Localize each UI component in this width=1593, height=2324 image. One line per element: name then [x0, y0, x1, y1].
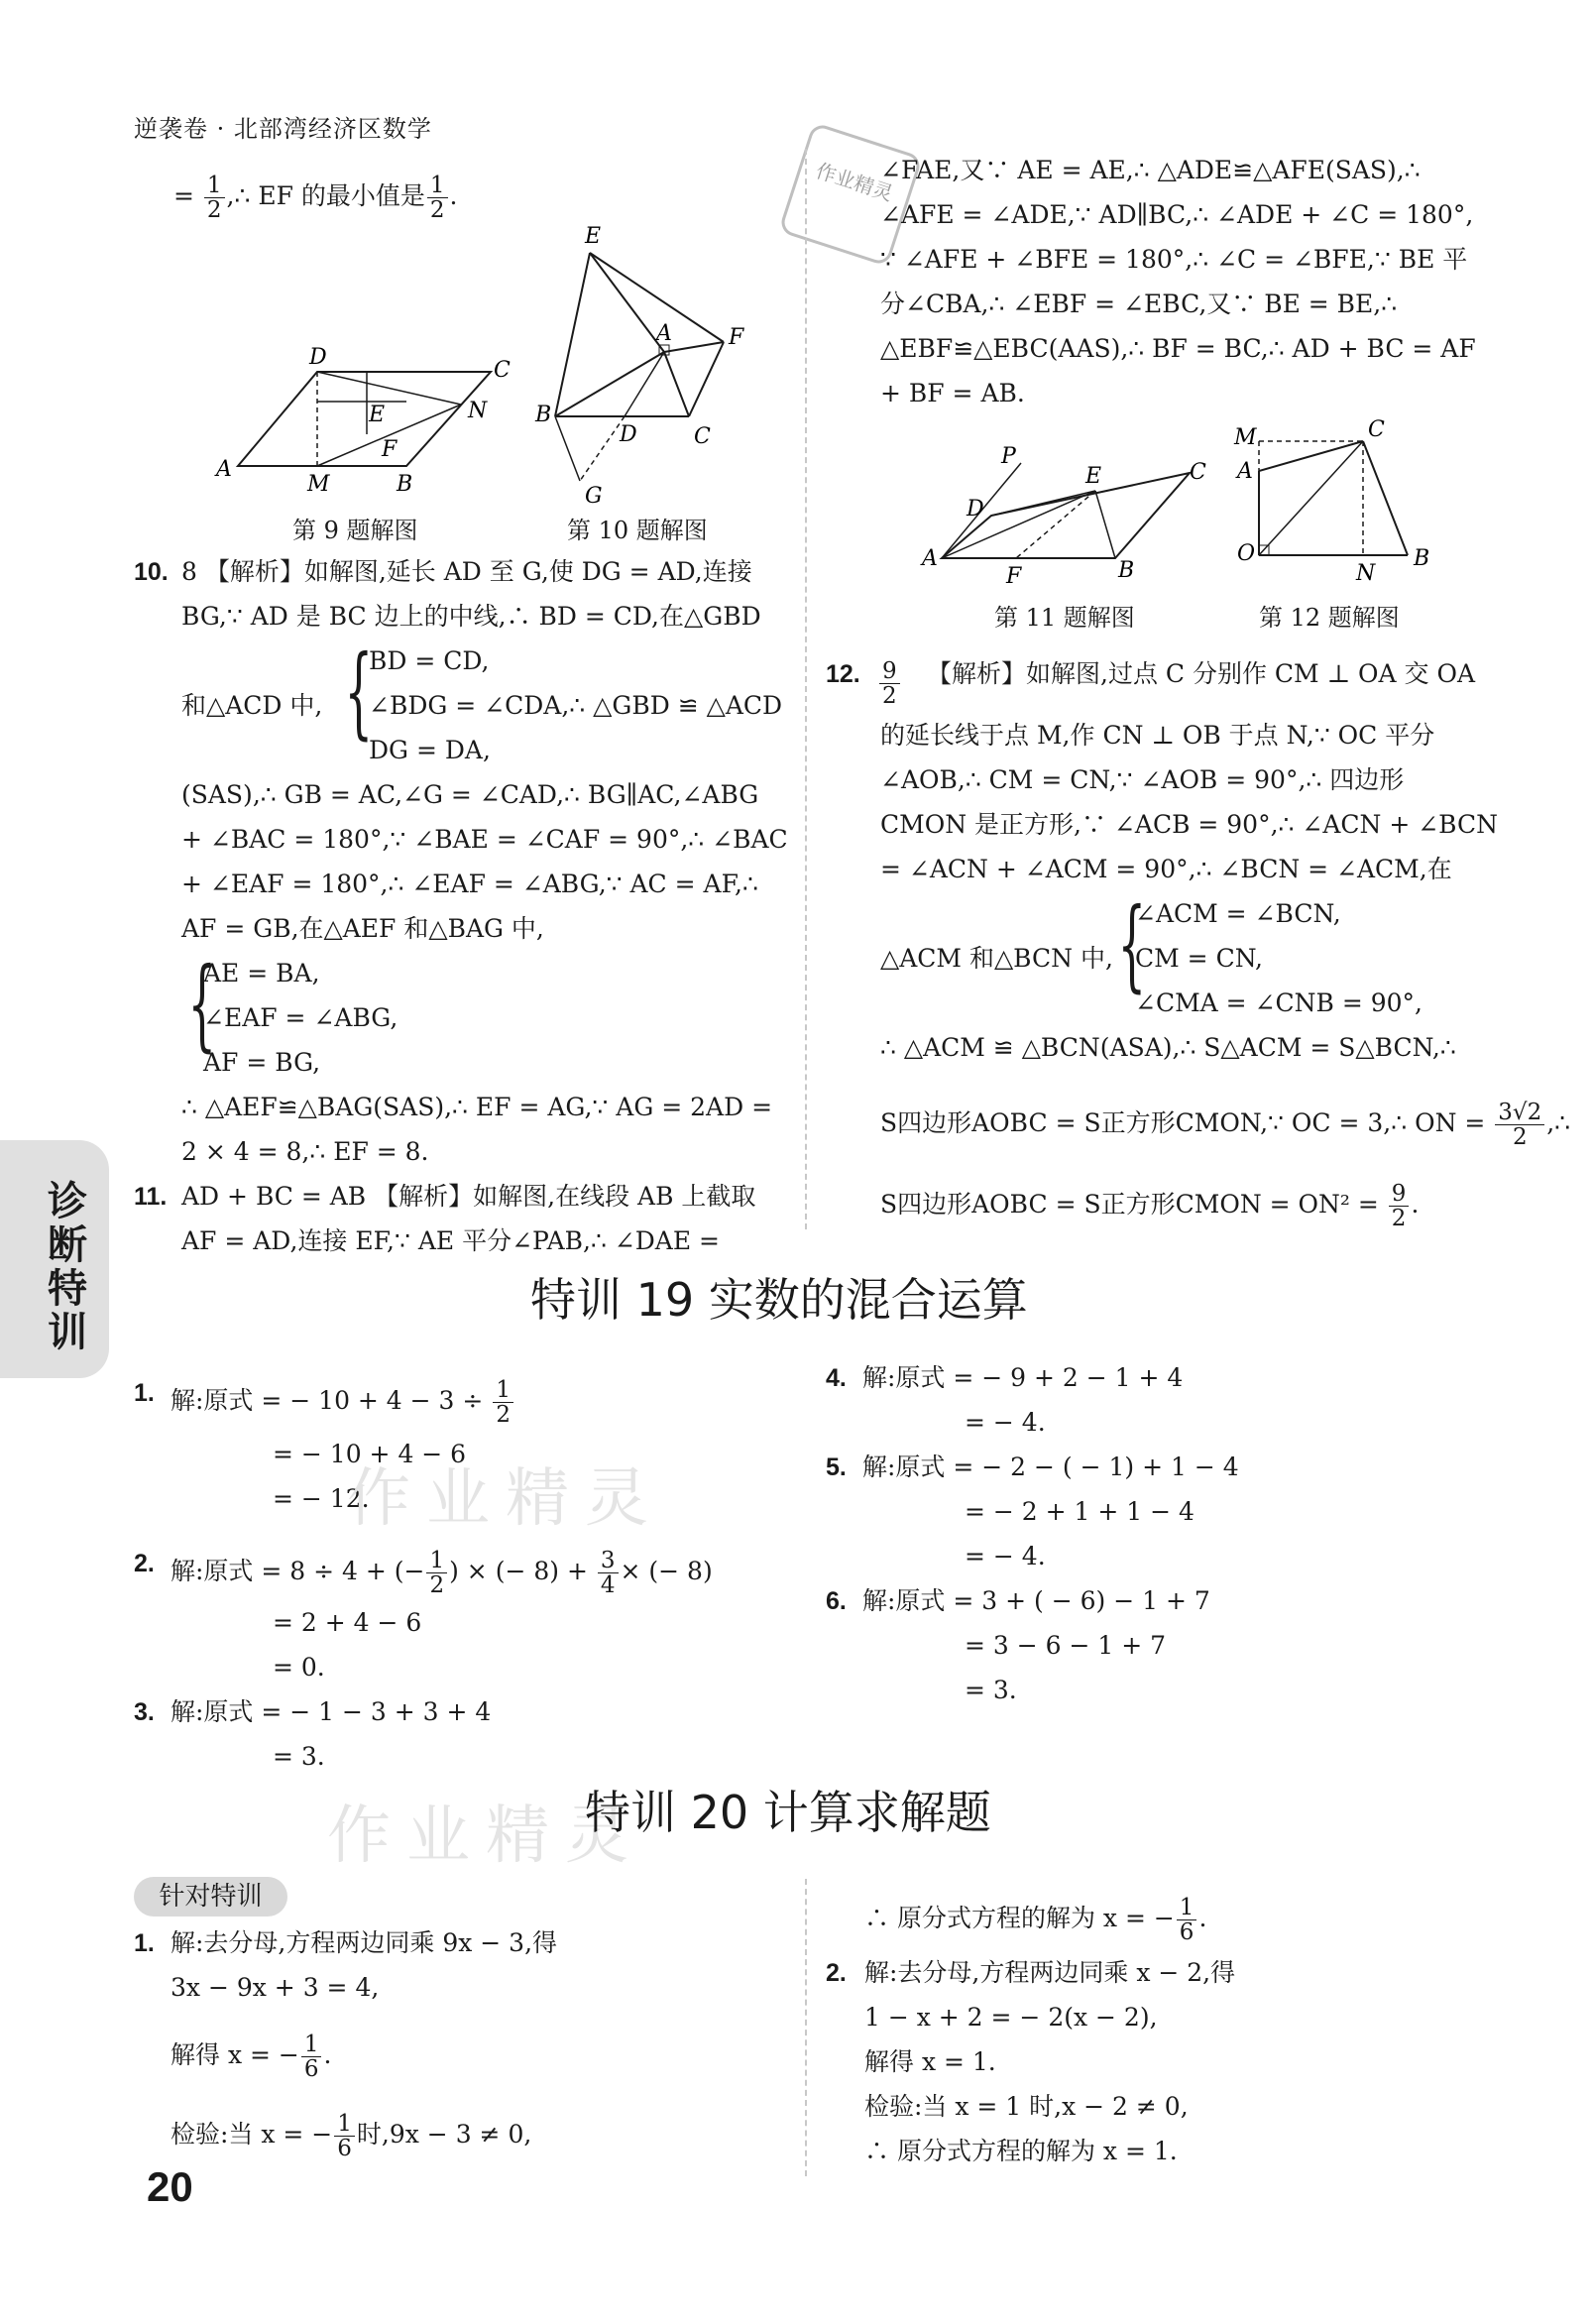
- label: A: [1237, 459, 1253, 484]
- text: ,∴ EF 的最小值是: [226, 181, 425, 210]
- label: A: [656, 321, 672, 346]
- q10-brace-prefix: 和△ACD 中,: [181, 691, 323, 720]
- numerator: 1: [1177, 1896, 1197, 1920]
- label: M: [307, 472, 330, 497]
- s19-p3-line-1: 解:原式 = − 1 − 3 + 3 + 4: [171, 1697, 492, 1726]
- figure-10-diagram: [525, 223, 763, 511]
- label: F: [382, 437, 398, 462]
- q12-line-2: 的延长线于点 M,作 CN ⊥ OB 于点 N,∵ OC 平分: [880, 721, 1435, 750]
- numerator: 3: [598, 1549, 619, 1573]
- text: .: [1411, 1190, 1420, 1219]
- text: =: [173, 181, 194, 210]
- denominator: 2: [496, 1402, 511, 1428]
- fraction: [334, 2112, 355, 2160]
- q12-brace-prefix: △ACM 和△BCN 中,: [880, 944, 1113, 973]
- s19-p4-line-1: 解:原式 = − 9 + 2 − 1 + 4: [862, 1363, 1184, 1392]
- q10-brace2-line-3: AF = BG,: [203, 1048, 321, 1077]
- text: × (− 8): [620, 1557, 713, 1585]
- q12-brace-line-2: CM = CN,: [1135, 944, 1263, 973]
- q10-line-7: AF = GB,在△AEF 和△BAG 中,: [181, 914, 544, 943]
- q12-line-5: = ∠ACN + ∠ACM = 90°,∴ ∠BCN = ∠ACM,在: [880, 855, 1452, 883]
- s19-p5-line-2: = − 2 + 1 + 1 − 4: [965, 1497, 1195, 1526]
- text: 时,9x − 3 ≠ 0,: [356, 2120, 532, 2149]
- question-number: 11.: [134, 1183, 168, 1211]
- figure-9-caption: 第 9 题解图: [292, 517, 418, 544]
- label: M: [1234, 425, 1257, 450]
- text: 解:原式 = − 10 + 4 − 3 ÷: [171, 1386, 484, 1415]
- label: C: [1368, 417, 1385, 442]
- problem-number: 3.: [134, 1698, 155, 1726]
- denominator: 2: [882, 683, 897, 709]
- q12-answer: [877, 659, 902, 708]
- question-number: 12.: [826, 660, 860, 688]
- section-20-title: 特训 20 计算求解题: [585, 1786, 991, 1839]
- running-header: 逆袭卷 · 北部湾经济区数学: [134, 115, 432, 143]
- q10-line-1: 8 【解析】如解图,延长 AD 至 G,使 DG = AD,连接: [181, 557, 752, 586]
- figure-10-caption: 第 10 题解图: [567, 517, 708, 544]
- column-divider: [805, 1879, 807, 2176]
- label: B: [397, 472, 413, 497]
- denominator: 4: [600, 1572, 616, 1598]
- q11-cont-line-4: 分∠CBA,∴ ∠EBF = ∠EBC,又∵ BE = BE,∴: [880, 290, 1398, 318]
- s19-p6-line-1: 解:原式 = 3 + ( − 6) − 1 + 7: [862, 1586, 1210, 1615]
- label: N: [468, 399, 488, 423]
- numerator: 1: [301, 2033, 322, 2057]
- stamp-text: 作业精灵: [813, 158, 896, 206]
- label: C: [494, 358, 511, 383]
- s20-p2-line-4: 检验:当 x = 1 时,x − 2 ≠ 0,: [864, 2092, 1189, 2121]
- watermark: 作业精灵: [347, 1462, 664, 1536]
- numerator: 1: [427, 174, 448, 198]
- text: 解:原式 = 8 ÷ 4 + (−: [171, 1557, 425, 1585]
- label: F: [1006, 564, 1022, 589]
- q12-line-1: 【解析】如解图,过点 C 分别作 CM ⊥ OA 交 OA: [927, 659, 1476, 688]
- q12-line-4: CMON 是正方形,∵ ∠ACB = 90°,∴ ∠ACN + ∠BCN: [880, 810, 1499, 839]
- problem-number: 2.: [134, 1550, 155, 1577]
- q10-line-6: + ∠EAF = 180°,∴ ∠EAF = ∠ABG,∵ AC = AF,∴: [181, 870, 758, 898]
- s19-p1-line-2: = − 10 + 4 − 6: [273, 1440, 467, 1468]
- label: A: [922, 546, 938, 571]
- fraction: [204, 174, 225, 222]
- q12-line-7: [880, 1101, 1570, 1149]
- denominator: 2: [1512, 1124, 1528, 1150]
- brace: {: [1117, 886, 1147, 1002]
- fraction: [1389, 1182, 1410, 1230]
- q12-line-3: ∠AOB,∴ CM = CN,∵ ∠AOB = 90°,∴ 四边形: [880, 765, 1405, 794]
- label: G: [585, 484, 603, 509]
- brace: {: [187, 946, 217, 1062]
- fraction: [1495, 1101, 1544, 1149]
- text: S四边形AOBC = S正方形CMON,∵ OC = 3,∴ ON =: [880, 1108, 1486, 1137]
- question-number: 10.: [134, 558, 169, 586]
- q10-brace2-line-2: ∠EAF = ∠ABG,: [203, 1003, 398, 1032]
- min-value-line: [173, 174, 457, 222]
- s19-p6-line-2: = 3 − 6 − 1 + 7: [965, 1631, 1167, 1660]
- watermark: 作业精灵: [327, 1800, 644, 1873]
- denominator: 2: [1391, 1206, 1407, 1231]
- s20-p1-line-4: [171, 2112, 531, 2160]
- s19-p5-line-1: 解:原式 = − 2 − ( − 1) + 1 − 4: [862, 1452, 1239, 1481]
- q10-brace-line-3: DG = DA,: [369, 736, 491, 764]
- denominator: 6: [303, 2056, 319, 2082]
- q10-line-4: (SAS),∴ GB = AC,∠G = ∠CAD,∴ BG∥AC,∠ABG: [181, 780, 759, 809]
- figure-11-caption: 第 11 题解图: [994, 604, 1135, 632]
- label: E: [1085, 464, 1102, 489]
- s19-p3-line-2: = 3.: [273, 1742, 325, 1771]
- q10-line-2: BG,∵ AD 是 BC 边上的中线,∴ BD = CD,在△GBD: [181, 602, 761, 631]
- numerator: 1: [334, 2112, 355, 2137]
- q12-line-8: [880, 1182, 1419, 1230]
- label: D: [620, 422, 637, 447]
- q11-line-2: AF = AD,连接 EF,∵ AE 平分∠PAB,∴ ∠DAE =: [181, 1226, 720, 1255]
- s19-p2-line-1: [171, 1549, 713, 1597]
- q11-cont-line-5: △EBF≌△EBC(AAS),∴ BF = BC,∴ AD + BC = AF: [880, 334, 1476, 363]
- s19-p1-line-3: = − 12.: [273, 1484, 370, 1513]
- s20-p2-line-3: 解得 x = 1.: [864, 2047, 996, 2076]
- q12-line-6: ∴ △ACM ≌ △BCN(ASA),∴ S△ACM = S△BCN,∴: [880, 1033, 1456, 1062]
- q12-brace-line-3: ∠CMA = ∠CNB = 90°,: [1135, 988, 1422, 1017]
- s20-p2-line-1: 解:去分母,方程两边同乘 x − 2,得: [864, 1958, 1236, 1987]
- text: S四边形AOBC = S正方形CMON = ON² =: [880, 1190, 1379, 1219]
- denominator: 2: [429, 197, 445, 223]
- q10-brace2-line-1: AE = BA,: [203, 959, 320, 988]
- section-tag: 针对特训: [134, 1877, 287, 1917]
- problem-number: 6.: [826, 1587, 847, 1615]
- label: B: [535, 403, 552, 427]
- s20-p1-line-1: 解:去分母,方程两边同乘 9x − 3,得: [171, 1928, 558, 1957]
- figure-9-diagram: [208, 342, 511, 511]
- q11-cont-line-2: ∠AFE = ∠ADE,∵ AD∥BC,∴ ∠ADE + ∠C = 180°,: [880, 200, 1474, 229]
- denominator: 2: [206, 197, 222, 223]
- fraction: [427, 174, 448, 222]
- q10-brace-line-1: BD = CD,: [369, 646, 490, 675]
- denominator: 6: [1179, 1919, 1195, 1945]
- problem-number: 1.: [134, 1379, 155, 1407]
- s20-p1-line-3: [171, 2033, 331, 2081]
- s19-p4-line-2: = − 4.: [965, 1408, 1046, 1437]
- figure-12-diagram: [1229, 416, 1437, 590]
- brace: {: [344, 634, 374, 750]
- text: 解得 x = −: [171, 2040, 299, 2069]
- s20-p1-conclusion: [864, 1896, 1206, 1944]
- fraction: [598, 1549, 619, 1597]
- figure-12-caption: 第 12 题解图: [1259, 604, 1400, 632]
- problem-number: 2.: [826, 1959, 847, 1987]
- column-divider: [805, 149, 807, 1229]
- q10-line-8: ∴ △AEF≌△BAG(SAS),∴ EF = AG,∵ AG = 2AD =: [181, 1093, 773, 1121]
- q11-line-1: AD + BC = AB 【解析】如解图,在线段 AB 上截取: [181, 1182, 756, 1211]
- denominator: 2: [429, 1572, 445, 1598]
- q11-cont-line-3: ∵ ∠AFE + ∠BFE = 180°,∴ ∠C = ∠BFE,∵ BE 平: [880, 245, 1468, 274]
- numerator: 1: [426, 1549, 447, 1573]
- numerator: 1: [204, 174, 225, 198]
- s20-p1-line-2: 3x − 9x + 3 = 4,: [171, 1973, 380, 2002]
- fraction: [426, 1549, 447, 1597]
- text: .: [323, 2040, 332, 2069]
- s20-p2-line-5: ∴ 原分式方程的解为 x = 1.: [864, 2137, 1178, 2165]
- label: O: [1237, 541, 1256, 566]
- label: C: [694, 424, 711, 449]
- label: F: [729, 325, 744, 350]
- label: E: [369, 403, 386, 427]
- text: ,∴: [1546, 1108, 1571, 1137]
- numerator: 1: [493, 1378, 513, 1403]
- problem-number: 4.: [826, 1364, 847, 1392]
- text: ∴ 原分式方程的解为 x = −: [864, 1904, 1175, 1932]
- s19-p2-line-3: = 0.: [273, 1653, 325, 1682]
- s19-p5-line-3: = − 4.: [965, 1542, 1046, 1570]
- s19-p2-line-2: = 2 + 4 − 6: [273, 1608, 422, 1637]
- label: B: [1414, 546, 1430, 571]
- numerator: 9: [1389, 1182, 1410, 1207]
- text: .: [449, 181, 458, 210]
- numerator: 3√2: [1495, 1101, 1544, 1125]
- label: N: [1356, 561, 1376, 586]
- q11-cont-line-6: + BF = AB.: [880, 379, 1025, 407]
- fraction: [493, 1378, 513, 1427]
- q10-line-9: 2 × 4 = 8,∴ EF = 8.: [181, 1137, 429, 1166]
- label: D: [967, 497, 984, 522]
- problem-number: 5.: [826, 1453, 847, 1481]
- q11-cont-line-1: ∠FAE,又∵ AE = AE,∴ △ADE≌△AFE(SAS),∴: [880, 156, 1421, 184]
- numerator: 9: [879, 659, 900, 684]
- q10-brace-line-2: ∠BDG = ∠CDA,∴ △GBD ≌ △ACD: [369, 691, 783, 720]
- q12-brace-line-1: ∠ACM = ∠BCN,: [1135, 899, 1341, 928]
- fraction: [1177, 1896, 1197, 1944]
- s19-p1-line-1: [171, 1378, 515, 1427]
- problem-number: 1.: [134, 1929, 155, 1957]
- label: D: [309, 345, 327, 370]
- fraction: [301, 2033, 322, 2081]
- q10-line-5: + ∠BAC = 180°,∵ ∠BAE = ∠CAF = 90°,∴ ∠BAC: [181, 825, 788, 854]
- label: C: [1190, 460, 1206, 485]
- text: ) × (− 8) +: [449, 1557, 588, 1585]
- s20-p2-line-2: 1 − x + 2 = − 2(x − 2),: [864, 2003, 1158, 2032]
- fraction: [879, 659, 900, 708]
- side-tab-label: 诊断特训: [48, 1179, 87, 1355]
- label: A: [216, 457, 232, 482]
- figure-11-diagram: [922, 441, 1219, 590]
- text: .: [1198, 1904, 1207, 1932]
- text: 检验:当 x = −: [171, 2120, 333, 2149]
- denominator: 6: [337, 2136, 352, 2161]
- section-19-title: 特训 19 实数的混合运算: [530, 1273, 1028, 1327]
- label: E: [585, 224, 602, 249]
- label: B: [1118, 558, 1135, 583]
- s19-p6-line-3: = 3.: [965, 1676, 1017, 1704]
- label: P: [1001, 444, 1016, 469]
- page-number: 20: [147, 2163, 193, 2210]
